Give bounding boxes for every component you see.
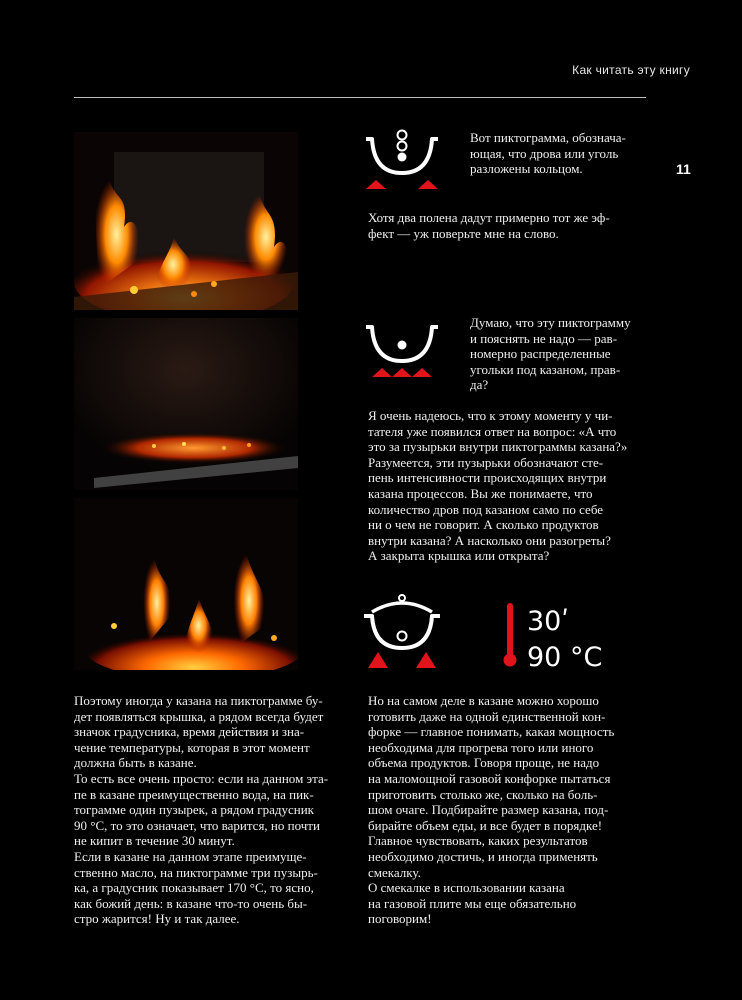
paragraph-lid-and-thermometer <box>74 693 354 927</box>
text-line: не кипит в течение 30 минут. <box>74 833 235 849</box>
text-line: необходимо достичь, и иногда применять <box>368 848 598 864</box>
text-line: ка, а градусник показывает 170 °С, то ясно, <box>74 880 314 896</box>
kazan-lid-icon <box>362 592 442 670</box>
text-line: А закрыта крышка или открыта? <box>368 548 550 564</box>
text-line: на газовой плите мы еще обязательно <box>368 895 577 911</box>
caption-ring-fire <box>470 130 650 177</box>
fire-ring-photo <box>74 132 298 310</box>
fire-flames-photo <box>74 498 298 670</box>
cooking-temperature: 90 °C <box>527 642 603 673</box>
text-line: готовить даже на одной единственной кон- <box>368 708 606 724</box>
header-rule <box>74 97 646 98</box>
text-line: бирайте объем еды, и все будет в порядке! <box>368 817 603 833</box>
text-line: разложены кольцом. <box>470 161 583 177</box>
text-line: форке — главное понимать, какая мощность <box>368 724 615 740</box>
text-line: шом очаге. Подбирайте размер казана, под- <box>368 802 609 818</box>
text-line: тограмме один пузырек, а рядом градусник <box>74 802 314 818</box>
text-line: То есть все очень просто: если на данном эта- <box>74 770 329 786</box>
text-line: ственно масло, на пиктограмме три пузырь- <box>74 864 318 880</box>
paragraph-bubbles <box>368 408 653 564</box>
text-line: Думаю, что эту пиктограмму <box>470 315 631 330</box>
text-line: Поэтому иногда у казана на пиктограмме бу- <box>74 693 323 708</box>
paragraph-gas-stove <box>368 693 653 927</box>
text-line: должна быть в казане. <box>74 755 197 771</box>
text-line: тателя уже появился ответ на вопрос: «А что <box>368 423 617 439</box>
text-line: приготовить столько же, сколько на боль- <box>368 786 598 802</box>
text-line: Но на самом деле в казане можно хорошо <box>368 693 599 708</box>
thermometer-icon <box>503 603 519 674</box>
text-line: и пояснять не надо — рав- <box>470 330 618 346</box>
text-line: ющая, что дрова или уголь <box>470 145 619 161</box>
text-line: 90 °С, то это означает, что варится, но почти <box>74 817 320 833</box>
text-line: номерно распределенные <box>470 346 611 362</box>
cooking-time: 30ʹ <box>527 606 569 637</box>
kazan-even-coals-icon <box>362 315 442 381</box>
text-line: казана процессов. Вы же понимаете, что <box>368 485 593 501</box>
text-line: да? <box>470 377 489 393</box>
text-line: стро жарится! Ну и так далее. <box>74 911 240 927</box>
text-line: поговорим! <box>368 911 432 927</box>
text-line: Если в казане на данном этапе преимуще- <box>74 848 307 864</box>
text-line: Вот пиктограмма, обознача- <box>470 130 626 145</box>
text-line: дет появляться крышка, а рядом всегда будет <box>74 708 324 724</box>
text-line: Я очень надеюсь, что к этому моменту у чи- <box>368 408 613 423</box>
text-line: объема продуктов. Говоря проще, не надо <box>368 755 600 771</box>
text-line: на маломощной газовой конфорке пытаться <box>368 770 611 786</box>
text-line: чение температуры, которая в этот момент <box>74 739 310 755</box>
text-line: необходима для прогрева того или иного <box>368 739 594 755</box>
caption-even-coals <box>470 315 650 393</box>
text-line: Хотя два полена дадут примерно тот же эф- <box>368 210 610 225</box>
text-line: смекалку. <box>368 864 421 880</box>
text-line: О смекалке в использовании казана <box>368 880 565 896</box>
text-line: внутри казана? А насколько они разогреты? <box>368 532 611 548</box>
paragraph-two-logs <box>368 210 653 241</box>
text-line: значок градусника, время действия и зна- <box>74 724 305 740</box>
kazan-ring-fire-icon <box>362 125 442 193</box>
text-line: количество дров под казаном само по себе <box>368 501 604 517</box>
text-line: угольки под казаном, прав- <box>470 361 621 377</box>
running-title: Как читать эту книгу <box>572 63 690 77</box>
text-line: фект — уж поверьте мне на слово. <box>368 225 559 241</box>
text-line: это за пузырьки внутри пиктограммы казана?» <box>368 439 628 455</box>
text-line: Разумеется, эти пузырьки обозначают сте- <box>368 454 604 470</box>
text-line: как божий день: в казане что-то очень бы- <box>74 895 308 911</box>
embers-photo <box>74 318 298 490</box>
page-number: 11 <box>676 161 691 177</box>
text-line: ни о чем не говорит. А сколько продуктов <box>368 517 599 533</box>
text-line: Главное чувствовать, каких результатов <box>368 833 588 849</box>
text-line: пень интенсивности происходящих внутри <box>368 470 607 486</box>
text-line: пе в казане преимущественно вода, на пик- <box>74 786 314 802</box>
